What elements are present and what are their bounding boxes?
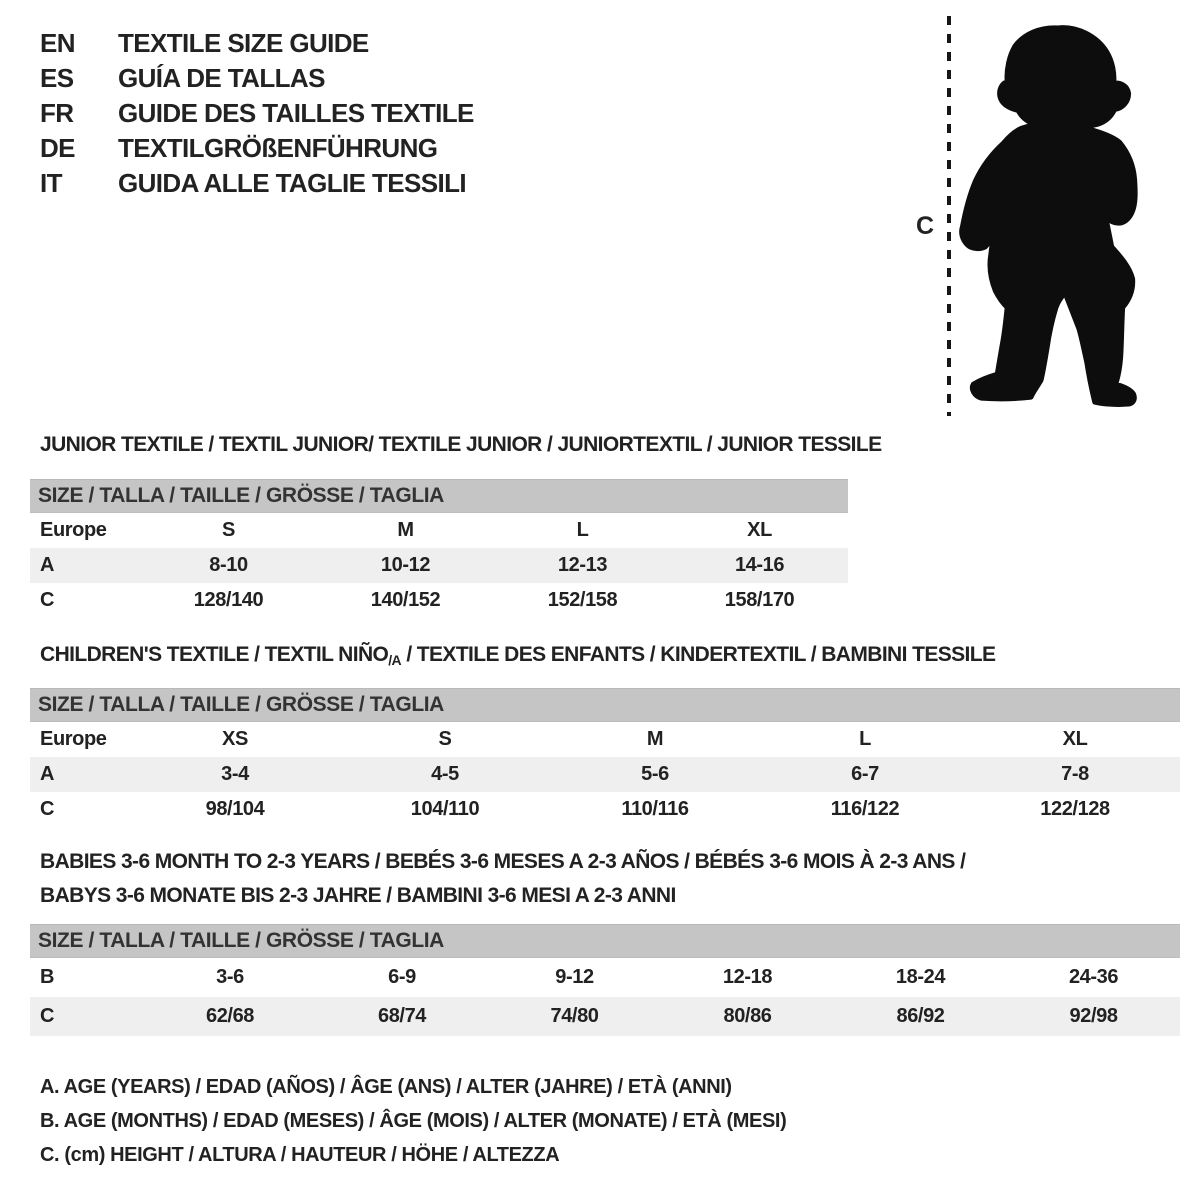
language-code: IT: [40, 168, 62, 198]
table-row-height: [30, 792, 1180, 827]
table-cell: 3-6: [216, 965, 244, 988]
table-cell: 92/98: [1007, 997, 1180, 1036]
table-row-height: [30, 997, 1180, 1036]
language-title: TEXTILE SIZE GUIDE: [118, 28, 369, 58]
row-label: C: [40, 588, 55, 611]
table-cell: 5-6: [550, 757, 760, 792]
col-header: XL: [747, 518, 772, 541]
row-label: C: [30, 997, 144, 1036]
table-cell: 140/152: [370, 588, 441, 611]
table-cell: 152/158: [547, 588, 618, 611]
table-cell: 86/92: [834, 997, 1007, 1036]
col-header: L: [859, 727, 871, 750]
language-title: GUIDE DES TAILLES TEXTILE: [118, 98, 474, 128]
table-cell: 128/140: [193, 588, 264, 611]
language-code: DE: [40, 133, 75, 163]
language-title: TEXTILGRÖßENFÜHRUNG: [118, 133, 438, 163]
size-header-label: SIZE / TALLA / TAILLE / GRÖSSE / TAGLIA: [30, 480, 848, 513]
col-header: S: [222, 518, 235, 541]
table-cell: 24-36: [1068, 965, 1119, 988]
height-measure-dashed-line: [947, 16, 951, 416]
table-row-age: [30, 548, 848, 583]
footnote-legend: [40, 1070, 786, 1172]
table-cell: 7-8: [970, 757, 1180, 792]
table-cell: 98/104: [205, 797, 265, 820]
language-row-de: [40, 131, 474, 166]
language-row-es: [40, 61, 474, 96]
row-label: Europe: [40, 727, 107, 750]
table-row-europe: [30, 513, 848, 548]
table-cell: 12-13: [494, 548, 671, 583]
language-code: FR: [40, 98, 74, 128]
table-cell: 68/74: [316, 997, 488, 1036]
language-row-it: [40, 166, 474, 201]
table-row-height: [30, 583, 848, 618]
language-row-en: [40, 26, 474, 61]
children-section-title: [40, 643, 995, 668]
row-label: B: [40, 965, 55, 988]
table-cell: 12-18: [722, 965, 773, 988]
table-cell: 80/86: [661, 997, 834, 1036]
table-cell: 10-12: [317, 548, 494, 583]
height-measure-label: C: [916, 212, 935, 240]
junior-size-table: [30, 479, 848, 618]
col-header: XS: [222, 727, 248, 750]
children-title-text: CHILDREN'S TEXTILE / TEXTIL NIÑO: [40, 643, 389, 666]
table-cell: 122/128: [1040, 797, 1110, 820]
table-cell: 6-7: [760, 757, 970, 792]
baby-silhouette-icon: [956, 12, 1138, 420]
footnote-age-months: B. AGE (MONTHS) / EDAD (MESES) / ÂGE (MOIS) / ALTER (MONATE) / ETÀ (MESI): [40, 1110, 787, 1132]
language-row-fr: [40, 96, 474, 131]
babies-section-title: [40, 845, 965, 913]
children-size-table: [30, 688, 1180, 827]
table-row-europe: [30, 722, 1180, 757]
size-header-label: SIZE / TALLA / TAILLE / GRÖSSE / TAGLIA: [30, 689, 1180, 722]
col-header: S: [438, 727, 452, 750]
language-code: EN: [40, 28, 75, 58]
col-header: L: [576, 518, 589, 541]
table-cell: 74/80: [488, 997, 661, 1036]
size-header-row: [30, 480, 848, 513]
size-header-label: SIZE / TALLA / TAILLE / GRÖSSE / TAGLIA: [30, 925, 1180, 958]
table-cell: 8-10: [140, 548, 317, 583]
table-cell: 104/110: [410, 797, 480, 820]
table-cell: 3-4: [130, 757, 340, 792]
table-row-months: [30, 958, 1180, 997]
size-header-row: [30, 925, 1180, 958]
table-cell: 6-9: [388, 965, 416, 988]
language-title: GUIDA ALLE TAGLIE TESSILI: [118, 168, 467, 198]
table-cell: 14-16: [671, 548, 848, 583]
babies-title-line1: BABIES 3-6 MONTH TO 2-3 YEARS / BEBÉS 3-6 MESES A 2-3 AÑOS / BÉBÉS 3-6 MOIS À 2-3 ANS /: [40, 850, 966, 873]
table-cell: 110/116: [621, 797, 689, 820]
col-header: XL: [1062, 727, 1088, 750]
table-cell: 62/68: [144, 997, 316, 1036]
language-title-list: [40, 26, 474, 201]
table-cell: 158/170: [724, 588, 795, 611]
row-label: C: [40, 797, 55, 820]
footnote-age-years: A. AGE (YEARS) / EDAD (AÑOS) / ÂGE (ANS) / ALTER (JAHRE) / ETÀ (ANNI): [40, 1076, 732, 1098]
babies-size-table: [30, 924, 1180, 1036]
table-cell: 4-5: [340, 757, 550, 792]
children-title-subscript: /A: [388, 652, 402, 668]
table-row-age: [30, 757, 1180, 792]
row-label: Europe: [40, 518, 107, 541]
row-label: A: [30, 548, 140, 583]
row-label: A: [30, 757, 130, 792]
junior-section-title: JUNIOR TEXTILE / TEXTIL JUNIOR/ TEXTILE JUNIOR / JUNIORTEXTIL / JUNIOR TESSILE: [40, 433, 882, 456]
col-header: M: [646, 727, 664, 750]
language-title: GUÍA DE TALLAS: [118, 63, 325, 93]
table-cell: 9-12: [555, 965, 594, 988]
table-cell: 116/122: [830, 797, 900, 820]
children-title-text: / TEXTILE DES ENFANTS / KINDERTEXTIL / BAMBINI TESSILE: [401, 643, 996, 666]
language-code: ES: [40, 63, 74, 93]
babies-title-line2: BABYS 3-6 MONATE BIS 2-3 JAHRE / BAMBINI 3-6 MESI A 2-3 ANNI: [40, 884, 676, 907]
footnote-height-cm: C. (cm) HEIGHT / ALTURA / HAUTEUR / HÖHE / ALTEZZA: [40, 1144, 560, 1166]
table-cell: 18-24: [895, 965, 946, 988]
col-header: M: [397, 518, 414, 541]
size-header-row: [30, 689, 1180, 722]
